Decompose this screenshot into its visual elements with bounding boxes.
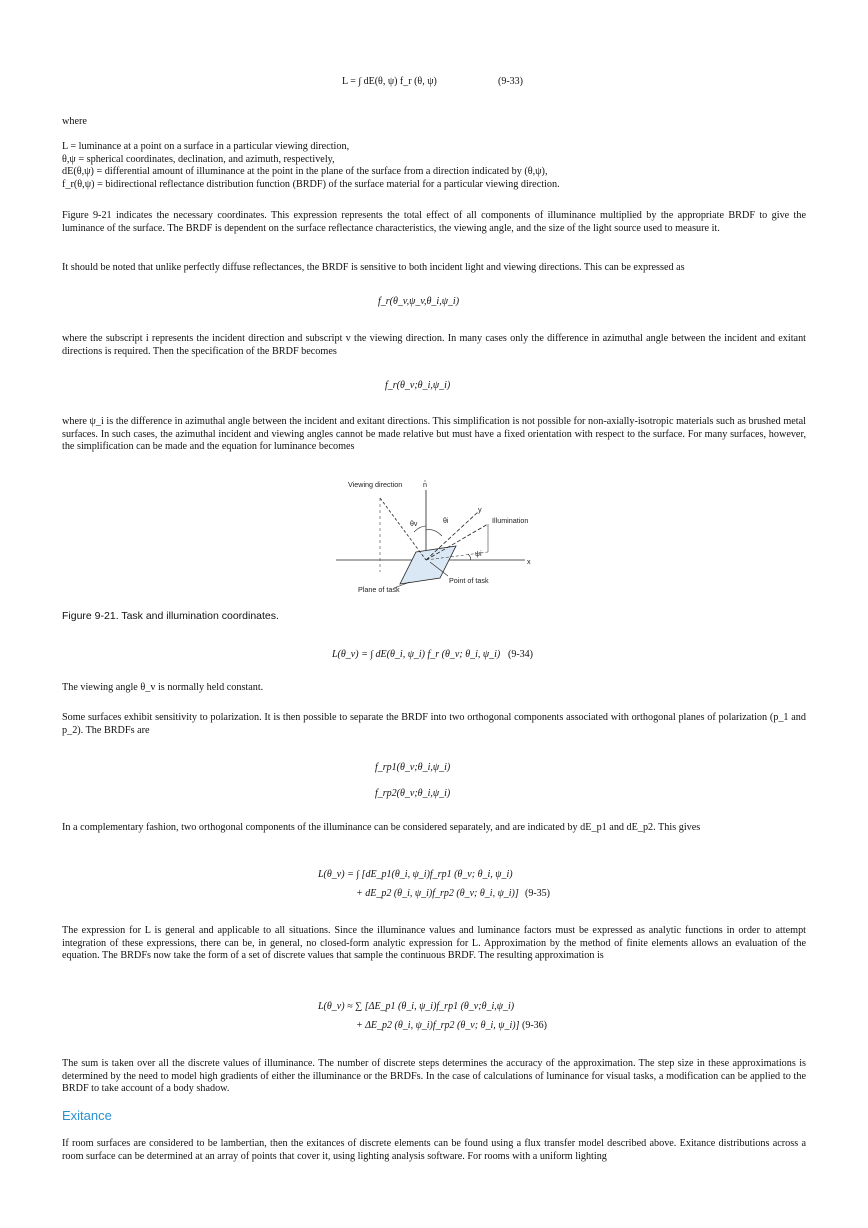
equation-brdf-p1: f_rp1(θ_v;θ_i,ψ_i) bbox=[375, 762, 451, 773]
task-plane bbox=[400, 546, 456, 584]
equation-number: (9-35) bbox=[525, 888, 550, 899]
paragraph: where ψ_i is the difference in azimuthal angle between the incident and exitant directions. This simplification is not possible for non-axially-isotropic materials such as brushed metal surfaces. In such cases, the azimuthal incident and viewing angles cannot be made relative but must have a fixed orientation with respect to the surface. For many surfaces, however, the simplification can be made and the equation for luminance becomes bbox=[62, 416, 806, 453]
equation-brdf-simple: f_r(θ_v;θ_i,ψ_i) bbox=[385, 380, 451, 391]
figure-caption: Figure 9-21. Task and illumination coordinates. bbox=[62, 610, 279, 622]
equation-number: (9-36) bbox=[522, 1020, 547, 1031]
theta-i-arc bbox=[426, 530, 442, 536]
definition-item: f_r(θ,ψ) = bidirectional reflectance distribution function (BRDF) of the surface material for a particular viewing direction. bbox=[62, 178, 560, 190]
equation-9-33 bbox=[342, 76, 437, 87]
label-point-of-task: Point of task bbox=[449, 576, 489, 585]
definition-item: dE(θ,ψ) = differential amount of illuminance at the point in the plane of the surface from a direction indicated by (θ,ψ), bbox=[62, 166, 548, 178]
label-plane-of-task: Plane of task bbox=[358, 585, 400, 594]
equation-brdf-p2: f_rp2(θ_v;θ_i,ψ_i) bbox=[375, 788, 451, 799]
definition-item: θ,ψ = spherical coordinates, declination, and azimuth, respectively, bbox=[62, 153, 335, 165]
equation-brdf-full: f_r(θ_v,ψ_v,θ_i,ψ_i) bbox=[378, 296, 460, 307]
paragraph: The viewing angle θ_v is normally held constant. bbox=[62, 682, 264, 693]
definitions-list bbox=[62, 141, 806, 191]
section-heading-exitance: Exitance bbox=[62, 1108, 112, 1123]
psi-i-arc bbox=[468, 554, 471, 560]
paragraph: It should be noted that unlike perfectly diffuse reflectances, the BRDF is sensitive to both incident light and viewing directions. This can be expressed as bbox=[62, 262, 685, 273]
equation-9-34: L(θ_v) = ∫ dE(θ_i, ψ_i) f_r (θ_v; θ_i, ψ_i) bbox=[332, 649, 501, 660]
where-label: where bbox=[62, 116, 87, 127]
label-x: x bbox=[527, 557, 531, 566]
label-theta-i: θi bbox=[443, 518, 449, 525]
equation-9-36-line2: + ΔE_p2 (θ_i, ψ_i)f_rp2 (θ_v; θ_i, ψ_i)] bbox=[356, 1020, 520, 1031]
equation-number: (9-34) bbox=[508, 649, 533, 660]
equation-9-36-line1: L(θ_v) ≈ ∑ [ΔE_p1 (θ_i, ψ_i)f_rp1 (θ_v;θ_i,ψ_i) bbox=[318, 1001, 515, 1012]
label-viewing-direction: Viewing direction bbox=[348, 480, 403, 489]
figure-task-illumination-coordinates bbox=[330, 474, 540, 596]
viewing-direction-line bbox=[380, 498, 426, 560]
label-normal: n̂ bbox=[423, 480, 427, 489]
definition-item: L = luminance at a point on a surface in a particular viewing direction, bbox=[62, 141, 350, 152]
label-theta-v: θv bbox=[410, 521, 418, 528]
label-y: y bbox=[478, 505, 482, 514]
paragraph: where the subscript i represents the incident direction and subscript v the viewing direction. In many cases only the difference in azimuthal angle between the incident and exitant directions is required. Then the specification of the BRDF becomes bbox=[62, 333, 806, 357]
paragraph: In a complementary fashion, two orthogonal components of the illuminance can be considered separately, and are indicated by dE_p1 and dE_p2. This gives bbox=[62, 822, 701, 833]
paragraph: If room surfaces are considered to be lambertian, then the exitances of discrete elements can be found using a flux transfer model described above. Exitance distributions across a room surface can be determined at an array of points that cover it, using lighting analysis software. For rooms with a uniform lighting bbox=[62, 1138, 806, 1162]
label-psi-i: ψi bbox=[475, 551, 482, 558]
equation-text: L = ∫ dE(θ, ψ) f_r (θ, ψ) bbox=[342, 76, 437, 87]
paragraph: The expression for L is general and applicable to all situations. Since the illuminance values and luminance factors must be expressed as analytic functions in order to attempt integration of these expressions, there can be, in general, no closed-form analytic expression for L. Approximation by the method of finite elements allows an evaluation of the equation. The BRDFs now take the form of a set of discrete values that sample the continuous BRDF. The resulting approximation is bbox=[62, 925, 806, 962]
paragraph: Some surfaces exhibit sensitivity to polarization. It is then possible to separate the BRDF into two orthogonal components associated with orthogonal planes of polarization (p_1 and p_2). The BRDFs are bbox=[62, 712, 806, 736]
equation-9-35-line2: + dE_p2 (θ_i, ψ_i)f_rp2 (θ_v; θ_i, ψ_i)] bbox=[356, 888, 519, 899]
paragraph: The sum is taken over all the discrete values of illuminance. The number of discrete steps determines the accuracy of the approximation. The step size in these approximations is determined by the need to model high gradients of either the illuminance or the BRDFs. In the case of calculations of luminance for visual tasks, a modification can be applied to the BRDF to take account of a body shadow. bbox=[62, 1058, 806, 1095]
equation-number: (9-33) bbox=[498, 76, 523, 87]
label-illumination: Illumination bbox=[492, 516, 529, 525]
equation-9-35-line1: L(θ_v) = ∫ [dE_p1(θ_i, ψ_i)f_rp1 (θ_v; θ_i, ψ_i) bbox=[318, 869, 513, 880]
paragraph: Figure 9-21 indicates the necessary coordinates. This expression represents the total effect of all components of illuminance multiplied by the appropriate BRDF to give the luminance of the surface. The BRDF is dependent on the surface reflectance characteristics, the viewing angle, and the size of the light source used to measure it. bbox=[62, 210, 806, 234]
